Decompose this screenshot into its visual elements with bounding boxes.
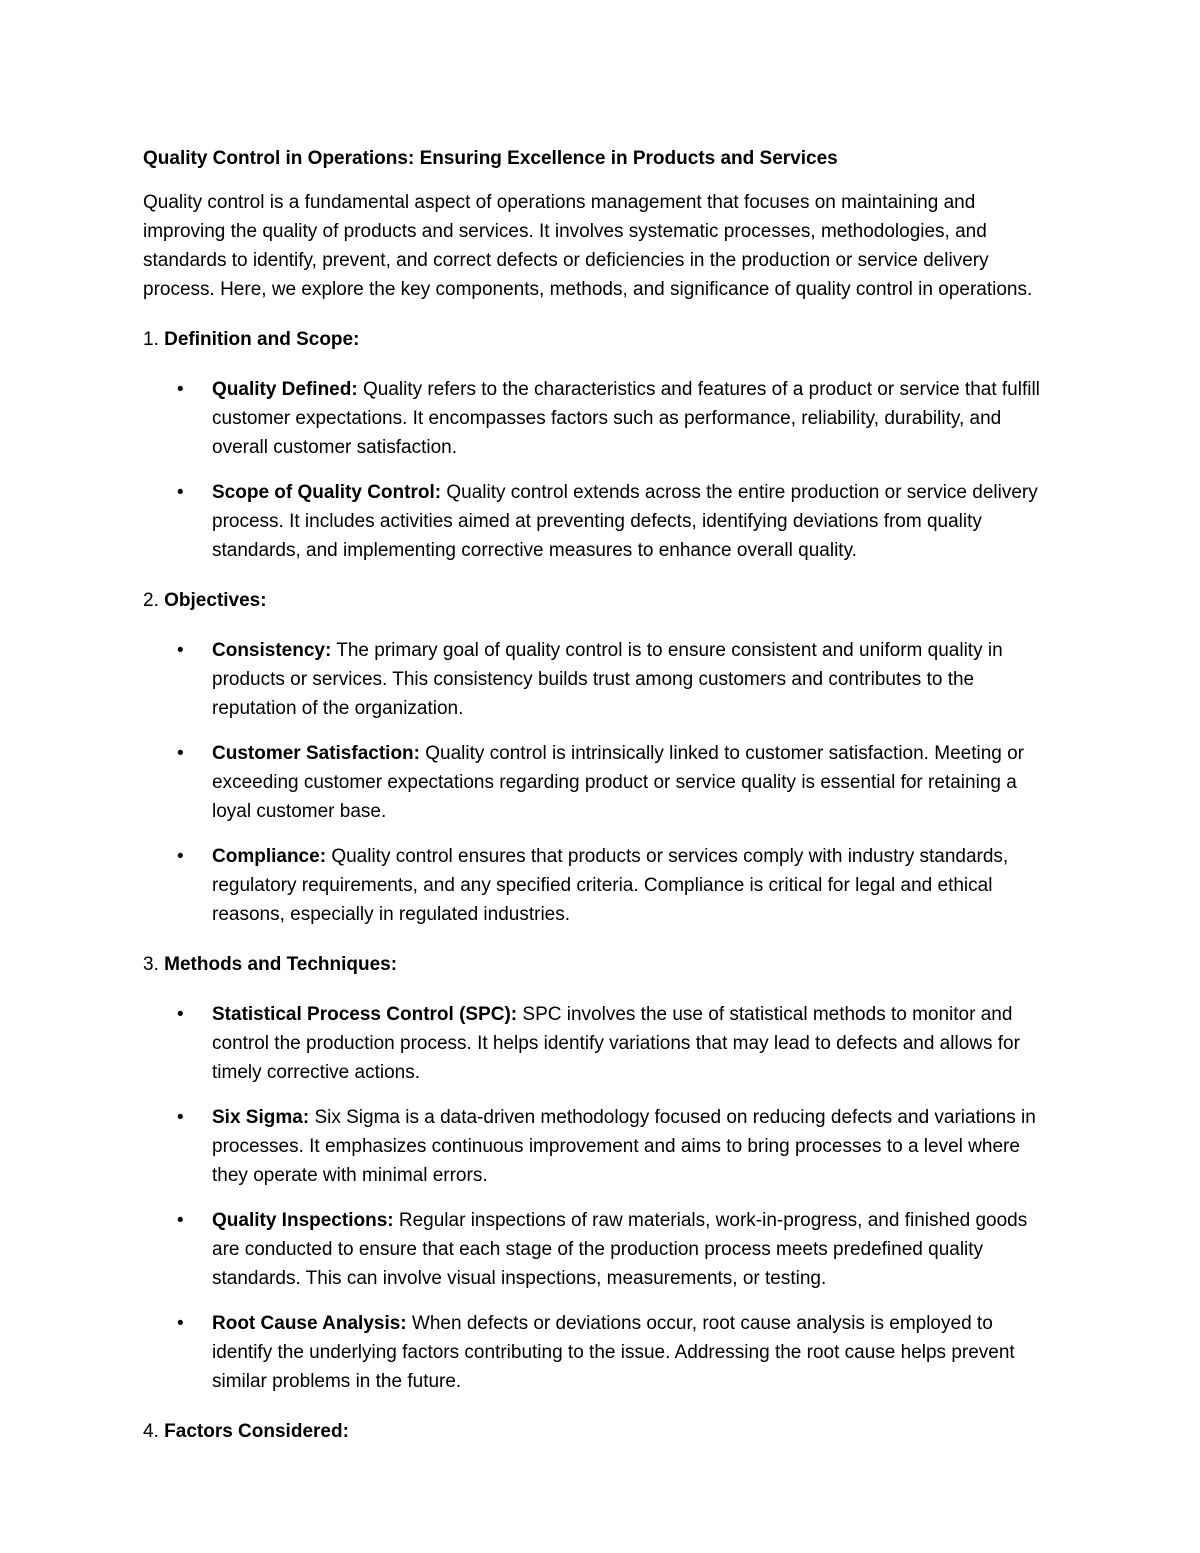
document-title: Quality Control in Operations: Ensuring Excellence in Products and Services xyxy=(143,148,838,169)
document-section xyxy=(143,586,1058,929)
bullet-text: Regular inspections of raw materials, work-in-progress, and finished goods are conducted to ensure that each stage of the production process meets predefined quality standards. This can involve visual inspections, measurements, or testing. xyxy=(212,1210,1028,1289)
bullet-text: Quality control extends across the entire production or service delivery process. It includes activities aimed at preventing defects, identifying deviations from quality standards, and implementing corrective measures to enhance overall quality. xyxy=(212,482,1038,561)
bullet-item xyxy=(143,375,1058,462)
bullet-label: Compliance: xyxy=(212,846,327,867)
bullet-list xyxy=(143,1000,1058,1396)
section-number: 3. xyxy=(143,954,159,975)
bullet-text: When defects or deviations occur, root cause analysis is employed to identify the underlying factors contributing to the issue. Addressing the root cause helps prevent similar problems in the future. xyxy=(212,1313,1015,1392)
bullet-list xyxy=(143,636,1058,929)
section-heading xyxy=(143,950,1058,979)
section-number: 4. xyxy=(143,1421,159,1442)
section-number: 1. xyxy=(143,329,159,350)
bullet-item xyxy=(143,1103,1058,1190)
bullet-text: The primary goal of quality control is to ensure consistent and uniform quality in products or services. This consistency builds trust among customers and contributes to the reputation of the organization. xyxy=(212,640,1003,719)
section-title: Objectives: xyxy=(164,590,267,611)
section-heading xyxy=(143,586,1058,615)
document-section xyxy=(143,325,1058,565)
bullet-item xyxy=(143,1206,1058,1293)
bullet-item xyxy=(143,842,1058,929)
bullet-label: Customer Satisfaction: xyxy=(212,743,420,764)
section-number: 2. xyxy=(143,590,159,611)
section-title: Factors Considered: xyxy=(164,1421,349,1442)
bullet-label: Root Cause Analysis: xyxy=(212,1313,407,1334)
bullet-text: Six Sigma is a data-driven methodology focused on reducing defects and variations in processes. It emphasizes continuous improvement and aims to bring processes to a level where they operate with minimal errors. xyxy=(212,1107,1036,1186)
document-section xyxy=(143,1417,1058,1446)
bullet-label: Six Sigma: xyxy=(212,1107,310,1128)
bullet-item xyxy=(143,478,1058,565)
bullet-label: Consistency: xyxy=(212,640,332,661)
section-heading xyxy=(143,325,1058,354)
sections-container xyxy=(143,325,1058,1446)
section-heading xyxy=(143,1417,1058,1446)
bullet-label: Scope of Quality Control: xyxy=(212,482,442,503)
bullet-text: Quality refers to the characteristics and features of a product or service that fulfill customer expectations. It encompasses factors such as performance, reliability, durability, and overall customer satisfaction. xyxy=(212,379,1040,458)
bullet-item xyxy=(143,1000,1058,1087)
bullet-label: Quality Defined: xyxy=(212,379,358,400)
bullet-list xyxy=(143,375,1058,565)
bullet-label: Quality Inspections: xyxy=(212,1210,394,1231)
bullet-text: Quality control is intrinsically linked to customer satisfaction. Meeting or exceeding customer expectations regarding product or service quality is essential for retaining a loyal customer base. xyxy=(212,743,1025,822)
bullet-item xyxy=(143,1309,1058,1396)
bullet-label: Statistical Process Control (SPC): xyxy=(212,1004,518,1025)
bullet-item xyxy=(143,636,1058,723)
document-section xyxy=(143,950,1058,1396)
intro-paragraph: Quality control is a fundamental aspect of operations management that focuses on maintaining and improving the quality of products and services. It involves systematic processes, methodologies, and standards to identify, prevent, and correct defects or deficiencies in the production or service delivery process. Here, we explore the key components, methods, and significance of quality control in operations. xyxy=(143,192,1033,300)
bullet-item xyxy=(143,739,1058,826)
section-title: Methods and Techniques: xyxy=(164,954,398,975)
bullet-text: Quality control ensures that products or services comply with industry standards, regulatory requirements, and any specified criteria. Compliance is critical for legal and ethical reasons, especially in regulated industries. xyxy=(212,846,1009,925)
bullet-text: SPC involves the use of statistical methods to monitor and control the production process. It helps identify variations that may lead to defects and allows for timely corrective actions. xyxy=(212,1004,1020,1083)
section-title: Definition and Scope: xyxy=(164,329,360,350)
